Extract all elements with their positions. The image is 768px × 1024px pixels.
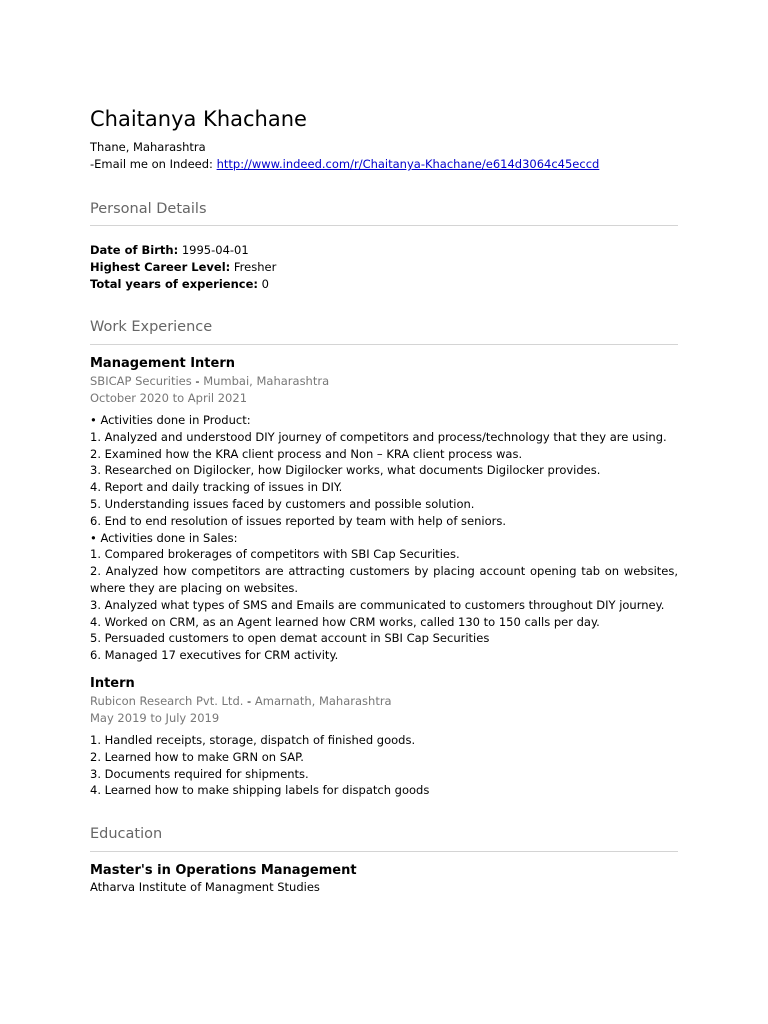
company-location: Amarnath, Maharashtra xyxy=(254,694,392,708)
description-line: 3. Documents required for shipments. xyxy=(90,766,309,781)
description-line: 6. End to end resolution of issues reported by team with help of seniors. xyxy=(90,513,507,528)
job-title: Intern xyxy=(90,676,135,691)
education-school: Atharva Institute of Managment Studies xyxy=(90,880,320,894)
section-divider xyxy=(90,225,678,226)
section-title-work: Work Experience xyxy=(90,319,213,335)
field-value: 1995-04-01 xyxy=(181,243,249,257)
field-value: 0 xyxy=(261,277,269,291)
description-line: 5. Understanding issues faced by customers and possible solution. xyxy=(90,496,475,511)
company-location: Mumbai, Maharashtra xyxy=(203,374,330,388)
section-divider xyxy=(90,344,678,345)
field-label: Highest Career Level: xyxy=(90,260,231,274)
company-name: Rubicon Research Pvt. Ltd. xyxy=(90,694,244,708)
description-line: 4. Learned how to make shipping labels for dispatch goods xyxy=(90,783,430,798)
job-description xyxy=(90,412,678,664)
company-separator: - xyxy=(191,374,204,388)
description-line: 3. Researched on Digilocker, how Digilocker works, what documents Digilocker provides. xyxy=(90,463,601,478)
description-line: 1. Compared brokerages of competitors with SBI Cap Securities. xyxy=(90,547,460,562)
job-company xyxy=(90,694,392,708)
section-title-personal: Personal Details xyxy=(90,201,207,217)
field-label: Total years of experience: xyxy=(90,277,258,291)
section-title-education: Education xyxy=(90,826,163,842)
field-value: Fresher xyxy=(233,260,277,274)
description-line: 4. Report and daily tracking of issues in DIY. xyxy=(90,480,343,495)
description-line: 4. Worked on CRM, as an Agent learned how CRM works, called 130 to 150 calls per day. xyxy=(90,614,600,629)
field-years-experience xyxy=(90,277,269,291)
field-date-of-birth xyxy=(90,243,249,257)
description-line: 1. Analyzed and understood DIY journey of competitors and process/technology that they are using. xyxy=(90,429,667,444)
field-label: Date of Birth: xyxy=(90,243,179,257)
description-line: 5. Persuaded customers to open demat account in SBI Cap Securities xyxy=(90,631,490,646)
job-title: Management Intern xyxy=(90,356,236,371)
description-line: • Activities done in Sales: xyxy=(90,530,238,545)
description-line: • Activities done in Product: xyxy=(90,413,251,427)
description-line: 2. Learned how to make GRN on SAP. xyxy=(90,749,304,764)
email-line xyxy=(90,157,599,171)
field-career-level xyxy=(90,260,276,274)
company-separator: - xyxy=(243,694,255,708)
description-line: 3. Analyzed what types of SMS and Emails are communicated to customers throughout DIY journey. xyxy=(90,597,665,612)
email-prefix: -Email me on Indeed: xyxy=(90,157,217,171)
education-degree: Master's in Operations Management xyxy=(90,863,357,878)
job-company xyxy=(90,374,329,388)
job-dates: October 2020 to April 2021 xyxy=(90,391,248,405)
company-name: SBICAP Securities xyxy=(90,374,192,388)
description-line: 2. Examined how the KRA client process and Non – KRA client process was. xyxy=(90,446,523,461)
section-divider xyxy=(90,851,678,852)
job-dates: May 2019 to July 2019 xyxy=(90,711,220,725)
job-description xyxy=(90,732,678,799)
description-line: 6. Managed 17 executives for CRM activity. xyxy=(90,648,339,663)
description-line: 2. Analyzed how competitors are attracting customers by placing account opening tab on websites, where they are placing on websites. xyxy=(90,564,678,595)
description-line: 1. Handled receipts, storage, dispatch of finished goods. xyxy=(90,733,416,747)
candidate-name: Chaitanya Khachane xyxy=(90,107,307,131)
indeed-profile-link[interactable]: http://www.indeed.com/r/Chaitanya-Khachane/e614d3064c45eccd xyxy=(216,157,600,171)
candidate-location: Thane, Maharashtra xyxy=(90,140,206,154)
